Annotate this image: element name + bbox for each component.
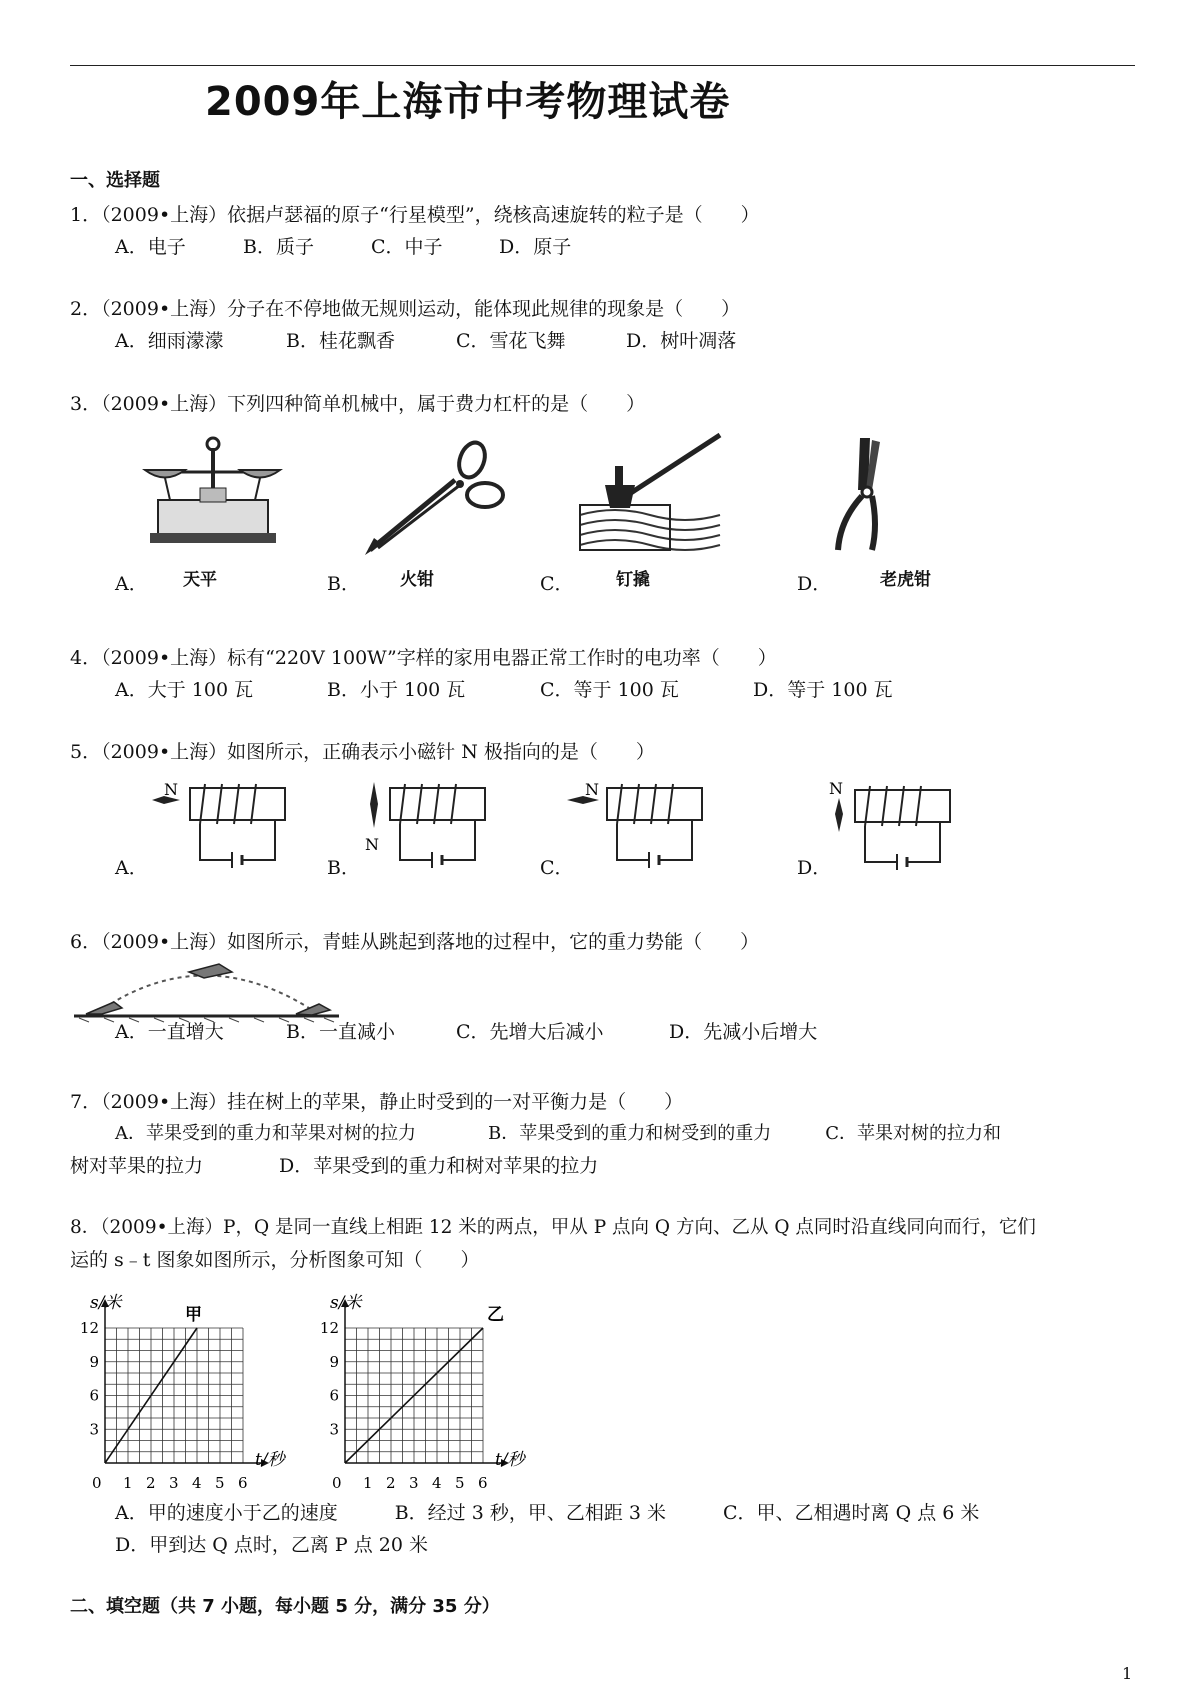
- solenoid-figure-c: [565, 780, 710, 875]
- question-5-option-a: A．: [115, 857, 148, 879]
- question-3-option-c: C．: [540, 573, 574, 595]
- fire-tongs-image: [360, 440, 510, 555]
- question-3-option-b: B．: [327, 573, 360, 595]
- y-tick-label: 9: [329, 1352, 339, 1371]
- question-7-options-line-1: A．苹果受到的重力和苹果对树的拉力 B．苹果受到的重力和树受到的重力 C．苹果对树的拉力和: [115, 1123, 1001, 1144]
- question-2-option-b: B．桂花飘香: [286, 330, 395, 352]
- x-tick-label: 2: [146, 1474, 156, 1492]
- section-fill-heading: 二、填空题（共 7 小题，每小题 5 分，满分 35 分）: [70, 1596, 500, 1617]
- question-6-option-b: B．一直减小: [286, 1021, 395, 1043]
- question-3-option-d: D．: [797, 573, 832, 595]
- y-tick-label: 6: [329, 1386, 339, 1405]
- chart-yi: [319, 1278, 525, 1493]
- nail-puller-image: [575, 430, 725, 555]
- question-4-option-a: A．大于 100 瓦: [115, 679, 254, 701]
- x-tick-label: 3: [169, 1474, 179, 1492]
- x-tick-label: 1: [123, 1474, 133, 1492]
- x-tick-label: 5: [455, 1474, 465, 1492]
- question-1-option-a: A．电子: [115, 236, 186, 258]
- question-2-option-c: C．雪花飞舞: [456, 330, 566, 352]
- question-1-option-c: C．中子: [371, 236, 443, 258]
- x-tick-label: 4: [432, 1474, 442, 1492]
- x-tick-label: 3: [409, 1474, 419, 1492]
- x-tick-label: 0: [332, 1474, 342, 1492]
- question-4-option-d: D．等于 100 瓦: [753, 679, 893, 701]
- x-tick-label: 0: [92, 1474, 102, 1492]
- question-3-option-a: A．: [115, 573, 148, 595]
- question-3-caption-b: 火钳: [400, 570, 434, 590]
- question-8-options-line-1: A．甲的速度小于乙的速度 B．经过 3 秒，甲、乙相距 3 米 C．甲、乙相遇时离 Q 点 6 米: [115, 1502, 980, 1524]
- y-tick-label: 9: [89, 1352, 99, 1371]
- question-3-caption-c: 钉撬: [616, 570, 650, 590]
- n-label-b: N: [365, 835, 379, 854]
- x-tick-label: 2: [386, 1474, 396, 1492]
- question-4-stem: 4．（2009•上海）标有“220V 100W”字样的家用电器正常工作时的电功率（ ）: [70, 647, 777, 669]
- question-7-stem: 7．（2009•上海）挂在树上的苹果，静止时受到的一对平衡力是（ ）: [70, 1091, 684, 1113]
- n-label-a: N: [164, 780, 178, 799]
- question-2-option-d: D．树叶凋落: [626, 330, 737, 352]
- top-rule: [70, 65, 1135, 66]
- question-1-option-d: D．原子: [499, 236, 572, 258]
- y-tick-label: 12: [319, 1319, 339, 1337]
- x-tick-label: 4: [192, 1474, 202, 1492]
- n-label-d: N: [829, 779, 843, 798]
- x-tick-label: 6: [478, 1474, 488, 1492]
- series-label-1: 乙: [487, 1305, 504, 1325]
- question-8-options-line-2: D．甲到达 Q 点时，乙离 P 点 20 米: [115, 1534, 429, 1556]
- question-5-stem: 5．（2009•上海）如图所示，正确表示小磁针 N 极指向的是（ ）: [70, 741, 655, 763]
- question-5-option-b: B．: [327, 857, 360, 879]
- question-3-caption-a: 天平: [183, 570, 217, 590]
- question-7-options-line-2: 树对苹果的拉力 D．苹果受到的重力和树对苹果的拉力: [70, 1155, 599, 1177]
- question-6-option-c: C．先增大后减小: [456, 1021, 604, 1043]
- y-tick-label: 3: [89, 1420, 99, 1439]
- question-3-caption-d: 老虎钳: [880, 570, 931, 590]
- chart-jia: [79, 1278, 285, 1493]
- solenoid-figure-d: [825, 778, 965, 875]
- y-axis-label: s/米: [330, 1293, 362, 1313]
- question-6-stem: 6．（2009•上海）如图所示，青蛙从跳起到落地的过程中，它的重力势能（ ）: [70, 931, 760, 953]
- question-1-option-b: B．质子: [243, 236, 314, 258]
- x-tick-label: 5: [215, 1474, 225, 1492]
- x-tick-label: 1: [363, 1474, 373, 1492]
- page-title: 2009年上海市中考物理试卷: [205, 79, 731, 125]
- y-tick-label: 6: [89, 1386, 99, 1405]
- y-tick-label: 12: [79, 1319, 99, 1337]
- x-axis-label: t/秒: [255, 1450, 285, 1470]
- question-6-option-a: A．一直增大: [115, 1021, 224, 1043]
- x-tick-label: 6: [238, 1474, 248, 1492]
- frog-jump-figure: [74, 958, 339, 1023]
- chart-grid: [105, 1328, 243, 1463]
- question-2-stem: 2．（2009•上海）分子在不停地做无规则运动，能体现此规律的现象是（ ）: [70, 298, 741, 320]
- n-label-c: N: [585, 780, 599, 799]
- question-5-option-c: C．: [540, 857, 574, 879]
- x-axis-label: t/秒: [495, 1450, 525, 1470]
- question-4-option-c: C．等于 100 瓦: [540, 679, 679, 701]
- question-3-stem: 3．（2009•上海）下列四种简单机械中，属于费力杠杆的是（ ）: [70, 393, 646, 415]
- question-1-stem: 1．（2009•上海）依据卢瑟福的原子“行星模型”，绕核高速旋转的粒子是（ ）: [70, 204, 760, 226]
- series-label-0: 甲: [185, 1305, 202, 1325]
- section-choice-heading: 一、选择题: [70, 170, 160, 191]
- y-axis-label: s/米: [90, 1293, 122, 1313]
- question-8-stem: 8．（2009•上海）P，Q 是同一直线上相距 12 米的两点，甲从 P 点向 Q 方向、乙从 Q 点同时沿直线同向而行，它们: [70, 1217, 1036, 1238]
- question-6-option-d: D．先减小后增大: [669, 1021, 818, 1043]
- question-8-stem-2: 运的 s﹣t 图象如图所示，分析图象可知（ ）: [70, 1249, 480, 1271]
- solenoid-figure-a: [150, 780, 295, 875]
- balance-scale-image: [140, 430, 285, 550]
- question-5-option-d: D．: [797, 857, 832, 879]
- pliers-image: [820, 430, 900, 555]
- question-4-option-b: B．小于 100 瓦: [327, 679, 466, 701]
- solenoid-figure-b: [360, 780, 500, 875]
- y-tick-label: 3: [329, 1420, 339, 1439]
- page-number: 1: [1122, 1664, 1133, 1683]
- question-2-option-a: A．细雨濛濛: [115, 330, 224, 352]
